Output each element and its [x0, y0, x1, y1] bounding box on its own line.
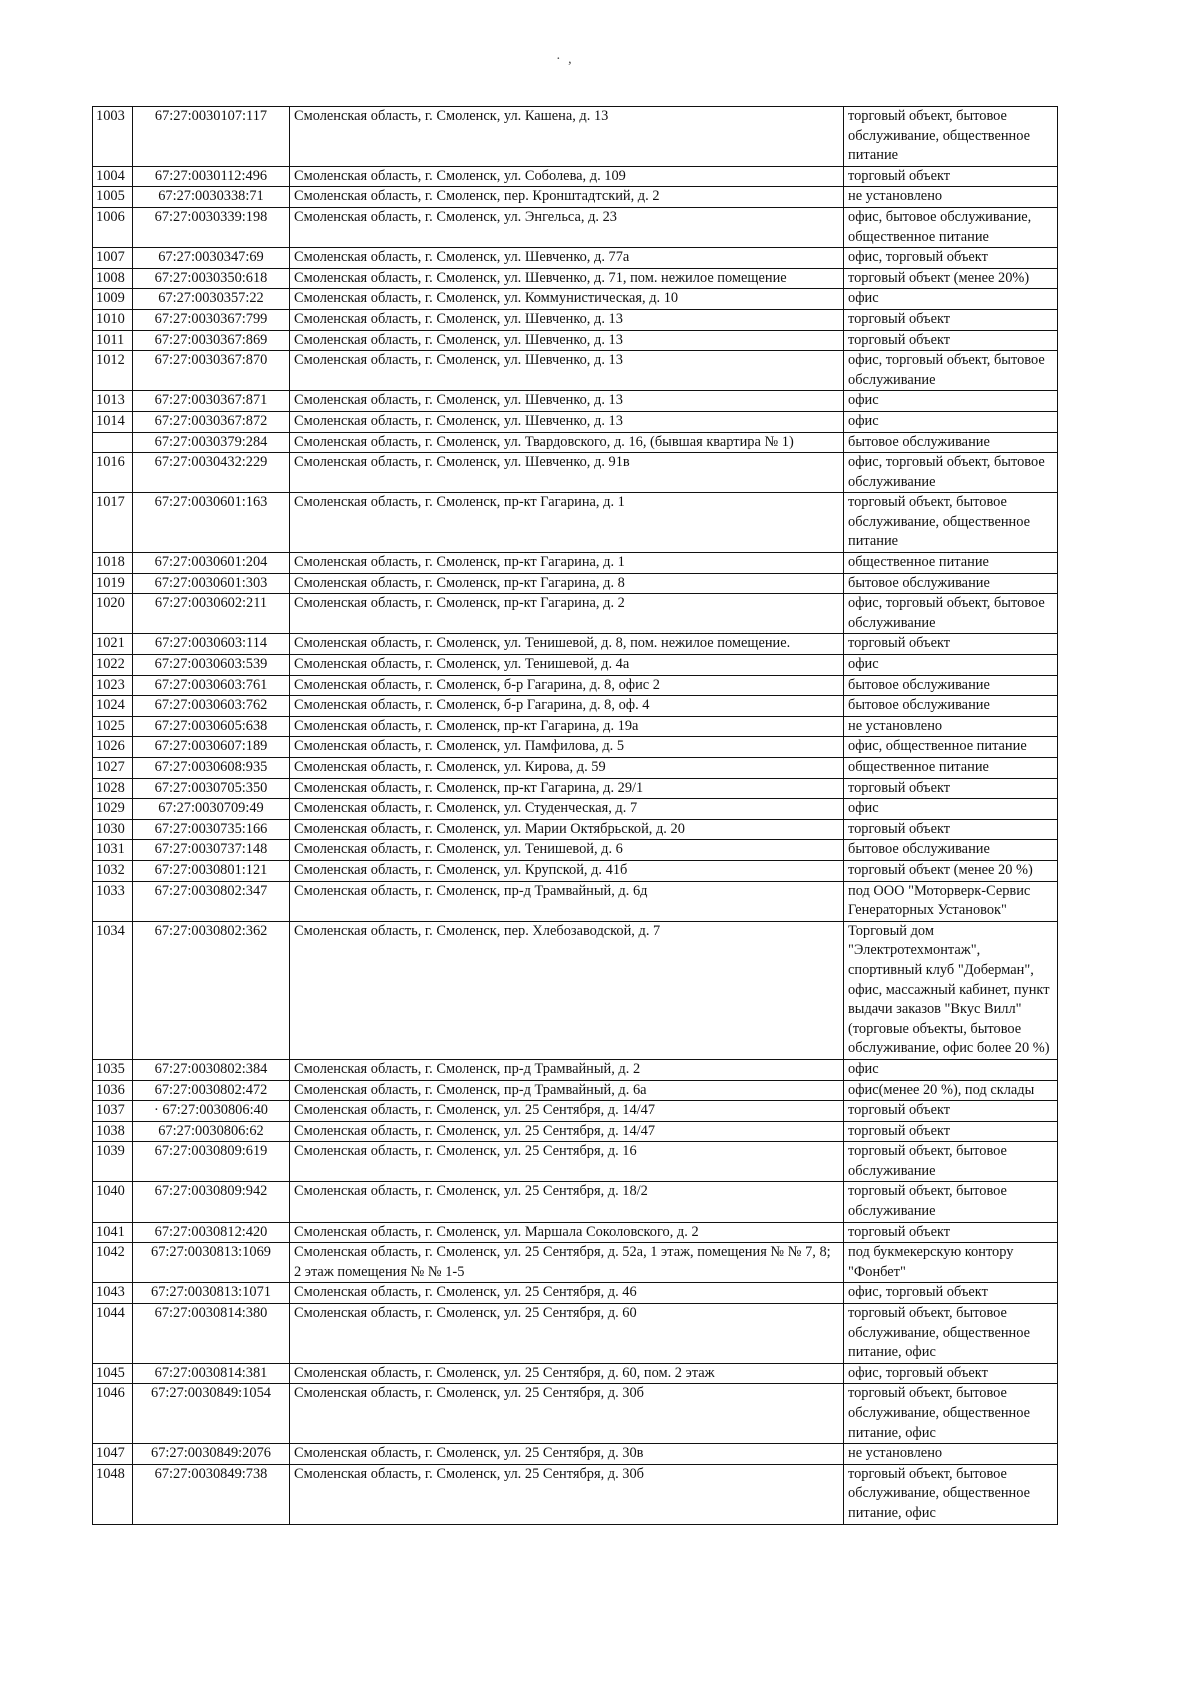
table-row — [93, 655, 1058, 676]
table-row — [93, 799, 1058, 820]
usage-type: торговый объект, бытовое обслуживание — [844, 1182, 1058, 1222]
table-row — [93, 675, 1058, 696]
table-row — [93, 921, 1058, 1059]
row-number: 1035 — [93, 1059, 133, 1080]
usage-type: офис — [844, 411, 1058, 432]
row-number: 1007 — [93, 248, 133, 269]
cadastral-number: 67:27:0030367:869 — [133, 330, 290, 351]
usage-type: офис — [844, 799, 1058, 820]
table-row — [93, 819, 1058, 840]
table-row — [93, 737, 1058, 758]
address: Смоленская область, г. Смоленск, пр-кт Гагарина, д. 19а — [290, 716, 844, 737]
address: Смоленская область, г. Смоленск, пр-д Трамвайный, д. 2 — [290, 1059, 844, 1080]
usage-type: бытовое обслуживание — [844, 675, 1058, 696]
address: Смоленская область, г. Смоленск, ул. 25 Сентября, д. 14/47 — [290, 1101, 844, 1122]
address: Смоленская область, г. Смоленск, ул. Шевченко, д. 13 — [290, 391, 844, 412]
row-number: 1046 — [93, 1384, 133, 1444]
address: Смоленская область, г. Смоленск, ул. Шевченко, д. 13 — [290, 309, 844, 330]
row-number: 1044 — [93, 1304, 133, 1364]
address: Смоленская область, г. Смоленск, б-р Гагарина, д. 8, офис 2 — [290, 675, 844, 696]
address: Смоленская область, г. Смоленск, ул. Кашена, д. 13 — [290, 107, 844, 167]
row-number: 1020 — [93, 594, 133, 634]
address: Смоленская область, г. Смоленск, ул. 25 Сентября, д. 30б — [290, 1384, 844, 1444]
row-number: 1041 — [93, 1222, 133, 1243]
cadastral-number: 67:27:0030813:1069 — [133, 1243, 290, 1283]
table-row — [93, 289, 1058, 310]
row-number: 1031 — [93, 840, 133, 861]
row-number: 1036 — [93, 1080, 133, 1101]
usage-type: торговый объект, бытовое обслуживание, общественное питание — [844, 107, 1058, 167]
cadastral-number: 67:27:0030809:942 — [133, 1182, 290, 1222]
usage-type: офис, торговый объект, бытовое обслуживание — [844, 594, 1058, 634]
address: Смоленская область, г. Смоленск, пр-кт Гагарина, д. 2 — [290, 594, 844, 634]
usage-type: не установлено — [844, 187, 1058, 208]
row-number: 1029 — [93, 799, 133, 820]
cadastral-number: 67:27:0030802:347 — [133, 881, 290, 921]
row-number: 1024 — [93, 696, 133, 717]
usage-type: офис(менее 20 %), под склады — [844, 1080, 1058, 1101]
cadastral-number: 67:27:0030367:872 — [133, 411, 290, 432]
row-number: 1009 — [93, 289, 133, 310]
row-number: 1048 — [93, 1464, 133, 1524]
usage-type: общественное питание — [844, 553, 1058, 574]
cadastral-number: 67:27:0030802:362 — [133, 921, 290, 1059]
table-row — [93, 1384, 1058, 1444]
usage-type: бытовое обслуживание — [844, 432, 1058, 453]
table-row — [93, 634, 1058, 655]
cadastral-number: 67:27:0030339:198 — [133, 207, 290, 247]
address: Смоленская область, г. Смоленск, пр-кт Гагарина, д. 1 — [290, 493, 844, 553]
cadastral-number: 67:27:0030802:472 — [133, 1080, 290, 1101]
address: Смоленская область, г. Смоленск, ул. Тенишевой, д. 8, пом. нежилое помещение. — [290, 634, 844, 655]
address: Смоленская область, г. Смоленск, ул. Шевченко, д. 13 — [290, 330, 844, 351]
row-number: 1014 — [93, 411, 133, 432]
cadastral-number: 67:27:0030603:114 — [133, 634, 290, 655]
address: Смоленская область, г. Смоленск, ул. Соболева, д. 109 — [290, 166, 844, 187]
cadastral-number: 67:27:0030806:62 — [133, 1121, 290, 1142]
table-row — [93, 696, 1058, 717]
cadastral-number: 67:27:0030849:738 — [133, 1464, 290, 1524]
row-number — [93, 432, 133, 453]
row-number: 1003 — [93, 107, 133, 167]
cadastral-number: 67:27:0030107:117 — [133, 107, 290, 167]
row-number: 1034 — [93, 921, 133, 1059]
address: Смоленская область, г. Смоленск, ул. 25 Сентября, д. 16 — [290, 1142, 844, 1182]
usage-type: торговый объект — [844, 1101, 1058, 1122]
row-number: 1012 — [93, 351, 133, 391]
row-number: 1006 — [93, 207, 133, 247]
usage-type: торговый объект — [844, 1121, 1058, 1142]
usage-type: офис — [844, 391, 1058, 412]
row-number: 1030 — [93, 819, 133, 840]
table-row — [93, 330, 1058, 351]
table-row — [93, 1304, 1058, 1364]
row-number: 1032 — [93, 860, 133, 881]
row-number: 1042 — [93, 1243, 133, 1283]
usage-type: торговый объект — [844, 330, 1058, 351]
cadastral-number: 67:27:0030601:163 — [133, 493, 290, 553]
usage-type: общественное питание — [844, 758, 1058, 779]
usage-type: бытовое обслуживание — [844, 696, 1058, 717]
cadastral-number: 67:27:0030735:166 — [133, 819, 290, 840]
address: Смоленская область, г. Смоленск, ул. Крупской, д. 41б — [290, 860, 844, 881]
address: Смоленская область, г. Смоленск, ул. Марии Октябрьской, д. 20 — [290, 819, 844, 840]
cadastral-number: 67:27:0030809:619 — [133, 1142, 290, 1182]
table-row — [93, 309, 1058, 330]
row-number: 1026 — [93, 737, 133, 758]
table-body — [93, 107, 1058, 1525]
address: Смоленская область, г. Смоленск, ул. Студенческая, д. 7 — [290, 799, 844, 820]
usage-type: офис, торговый объект, бытовое обслуживание — [844, 453, 1058, 493]
cadastral-number: · 67:27:0030806:40 — [133, 1101, 290, 1122]
cadastral-number: 67:27:0030602:211 — [133, 594, 290, 634]
usage-type: торговый объект (менее 20 %) — [844, 860, 1058, 881]
row-number: 1025 — [93, 716, 133, 737]
usage-type: торговый объект, бытовое обслуживание, общественное питание, офис — [844, 1304, 1058, 1364]
row-number: 1016 — [93, 453, 133, 493]
address: Смоленская область, г. Смоленск, б-р Гагарина, д. 8, оф. 4 — [290, 696, 844, 717]
row-number: 1017 — [93, 493, 133, 553]
usage-type: офис — [844, 289, 1058, 310]
table-row — [93, 432, 1058, 453]
row-number: 1011 — [93, 330, 133, 351]
table-row — [93, 493, 1058, 553]
row-number: 1033 — [93, 881, 133, 921]
row-number: 1004 — [93, 166, 133, 187]
row-number: 1038 — [93, 1121, 133, 1142]
usage-type: офис, общественное питание — [844, 737, 1058, 758]
cadastral-number: 67:27:0030705:350 — [133, 778, 290, 799]
address: Смоленская область, г. Смоленск, пр-кт Гагарина, д. 1 — [290, 553, 844, 574]
cadastral-number: 67:27:0030350:618 — [133, 268, 290, 289]
cadastral-number: 67:27:0030112:496 — [133, 166, 290, 187]
table-row — [93, 1080, 1058, 1101]
usage-type: торговый объект — [844, 634, 1058, 655]
address: Смоленская область, г. Смоленск, ул. 25 Сентября, д. 52а, 1 этаж, помещения № № 7, 8; 2 этаж помещения № № 1-5 — [290, 1243, 844, 1283]
cadastral-number: 67:27:0030367:799 — [133, 309, 290, 330]
usage-type: офис, торговый объект — [844, 1363, 1058, 1384]
address: Смоленская область, г. Смоленск, ул. Шевченко, д. 13 — [290, 351, 844, 391]
page-mark: · , — [556, 52, 574, 67]
row-number: 1028 — [93, 778, 133, 799]
usage-type: торговый объект — [844, 819, 1058, 840]
row-number: 1018 — [93, 553, 133, 574]
row-number: 1040 — [93, 1182, 133, 1222]
cadastral-number: 67:27:0030802:384 — [133, 1059, 290, 1080]
cadastral-number: 67:27:0030338:71 — [133, 187, 290, 208]
usage-type: не установлено — [844, 1444, 1058, 1465]
address: Смоленская область, г. Смоленск, пр-д Трамвайный, д. 6а — [290, 1080, 844, 1101]
table-row — [93, 453, 1058, 493]
cadastral-number: 67:27:0030367:870 — [133, 351, 290, 391]
address: Смоленская область, г. Смоленск, ул. 25 Сентября, д. 60 — [290, 1304, 844, 1364]
cadastral-number: 67:27:0030603:762 — [133, 696, 290, 717]
cadastral-number: 67:27:0030347:69 — [133, 248, 290, 269]
row-number: 1045 — [93, 1363, 133, 1384]
table-row — [93, 716, 1058, 737]
usage-type: торговый объект (менее 20%) — [844, 268, 1058, 289]
cadastral-number: 67:27:0030709:49 — [133, 799, 290, 820]
table-row — [93, 1101, 1058, 1122]
address: Смоленская область, г. Смоленск, ул. Памфилова, д. 5 — [290, 737, 844, 758]
table-row — [93, 1059, 1058, 1080]
row-number: 1022 — [93, 655, 133, 676]
row-number: 1013 — [93, 391, 133, 412]
usage-type: торговый объект, бытовое обслуживание, общественное питание, офис — [844, 1464, 1058, 1524]
table-row — [93, 860, 1058, 881]
table-row — [93, 1121, 1058, 1142]
row-number: 1047 — [93, 1444, 133, 1465]
table-row — [93, 1182, 1058, 1222]
table-row — [93, 1243, 1058, 1283]
table-row — [93, 166, 1058, 187]
address: Смоленская область, г. Смоленск, пер. Хлебозаводской, д. 7 — [290, 921, 844, 1059]
cadastral-number: 67:27:0030814:381 — [133, 1363, 290, 1384]
cadastral-number: 67:27:0030849:2076 — [133, 1444, 290, 1465]
usage-type: торговый объект — [844, 1222, 1058, 1243]
usage-type: под букмекерскую контору "Фонбет" — [844, 1243, 1058, 1283]
address: Смоленская область, г. Смоленск, пр-д Трамвайный, д. 6д — [290, 881, 844, 921]
address: Смоленская область, г. Смоленск, ул. Шевченко, д. 91в — [290, 453, 844, 493]
address: Смоленская область, г. Смоленск, ул. Тенишевой, д. 4а — [290, 655, 844, 676]
table-row — [93, 594, 1058, 634]
table-row — [93, 1142, 1058, 1182]
row-number: 1023 — [93, 675, 133, 696]
table-row — [93, 411, 1058, 432]
usage-type: офис, торговый объект — [844, 1283, 1058, 1304]
address: Смоленская область, г. Смоленск, ул. 25 Сентября, д. 60, пом. 2 этаж — [290, 1363, 844, 1384]
cadastral-number: 67:27:0030814:380 — [133, 1304, 290, 1364]
property-table — [92, 106, 1058, 1525]
table-row — [93, 1444, 1058, 1465]
address: Смоленская область, г. Смоленск, ул. Шевченко, д. 71, пом. нежилое помещение — [290, 268, 844, 289]
usage-type: офис — [844, 655, 1058, 676]
table-row — [93, 268, 1058, 289]
usage-type: торговый объект, бытовое обслуживание, общественное питание — [844, 493, 1058, 553]
address: Смоленская область, г. Смоленск, ул. 25 Сентября, д. 18/2 — [290, 1182, 844, 1222]
cadastral-number: 67:27:0030432:229 — [133, 453, 290, 493]
usage-type: торговый объект — [844, 778, 1058, 799]
usage-type: торговый объект, бытовое обслуживание — [844, 1142, 1058, 1182]
cadastral-number: 67:27:0030379:284 — [133, 432, 290, 453]
row-number: 1005 — [93, 187, 133, 208]
cadastral-number: 67:27:0030603:761 — [133, 675, 290, 696]
row-number: 1008 — [93, 268, 133, 289]
address: Смоленская область, г. Смоленск, ул. Тенишевой, д. 6 — [290, 840, 844, 861]
usage-type: офис, торговый объект, бытовое обслуживание — [844, 351, 1058, 391]
row-number: 1043 — [93, 1283, 133, 1304]
address: Смоленская область, г. Смоленск, пр-кт Гагарина, д. 8 — [290, 573, 844, 594]
usage-type: бытовое обслуживание — [844, 573, 1058, 594]
row-number: 1019 — [93, 573, 133, 594]
table-row — [93, 351, 1058, 391]
usage-type: торговый объект — [844, 309, 1058, 330]
address: Смоленская область, г. Смоленск, пер. Кронштадтский, д. 2 — [290, 187, 844, 208]
table-row — [93, 391, 1058, 412]
usage-type: Торговый дом "Электротехмонтаж", спортивный клуб "Доберман", офис, массажный кабинет, пункт выдачи заказов "Вкус Вилл" (торговые объекты, бытовое обслуживание, офис более 20 %) — [844, 921, 1058, 1059]
usage-type: не установлено — [844, 716, 1058, 737]
row-number: 1010 — [93, 309, 133, 330]
cadastral-number: 67:27:0030607:189 — [133, 737, 290, 758]
address: Смоленская область, г. Смоленск, ул. Шевченко, д. 13 — [290, 411, 844, 432]
address: Смоленская область, г. Смоленск, ул. 25 Сентября, д. 46 — [290, 1283, 844, 1304]
address: Смоленская область, г. Смоленск, ул. Энгельса, д. 23 — [290, 207, 844, 247]
cadastral-number: 67:27:0030601:303 — [133, 573, 290, 594]
address: Смоленская область, г. Смоленск, ул. Коммунистическая, д. 10 — [290, 289, 844, 310]
usage-type: офис, торговый объект — [844, 248, 1058, 269]
cadastral-number: 67:27:0030603:539 — [133, 655, 290, 676]
address: Смоленская область, г. Смоленск, пр-кт Гагарина, д. 29/1 — [290, 778, 844, 799]
usage-type: торговый объект — [844, 166, 1058, 187]
table-row — [93, 207, 1058, 247]
table-row — [93, 1283, 1058, 1304]
table-row — [93, 758, 1058, 779]
cadastral-number: 67:27:0030357:22 — [133, 289, 290, 310]
address: Смоленская область, г. Смоленск, ул. 25 Сентября, д. 14/47 — [290, 1121, 844, 1142]
row-number: 1021 — [93, 634, 133, 655]
address: Смоленская область, г. Смоленск, ул. Маршала Соколовского, д. 2 — [290, 1222, 844, 1243]
cadastral-number: 67:27:0030601:204 — [133, 553, 290, 574]
row-number: 1027 — [93, 758, 133, 779]
cadastral-number: 67:27:0030849:1054 — [133, 1384, 290, 1444]
table-row — [93, 1363, 1058, 1384]
cadastral-number: 67:27:0030737:148 — [133, 840, 290, 861]
usage-type: торговый объект, бытовое обслуживание, общественное питание, офис — [844, 1384, 1058, 1444]
usage-type: бытовое обслуживание — [844, 840, 1058, 861]
usage-type: офис, бытовое обслуживание, общественное питание — [844, 207, 1058, 247]
table-row — [93, 840, 1058, 861]
row-number: 1037 — [93, 1101, 133, 1122]
cadastral-number: 67:27:0030605:638 — [133, 716, 290, 737]
table-row — [93, 881, 1058, 921]
table-row — [93, 248, 1058, 269]
address: Смоленская область, г. Смоленск, ул. 25 Сентября, д. 30в — [290, 1444, 844, 1465]
usage-type: под ООО "Моторверк-Сервис Генераторных Установок" — [844, 881, 1058, 921]
table-row — [93, 778, 1058, 799]
table-row — [93, 1222, 1058, 1243]
table-row — [93, 107, 1058, 167]
address: Смоленская область, г. Смоленск, ул. 25 Сентября, д. 30б — [290, 1464, 844, 1524]
row-number: 1039 — [93, 1142, 133, 1182]
cadastral-number: 67:27:0030367:871 — [133, 391, 290, 412]
address: Смоленская область, г. Смоленск, ул. Кирова, д. 59 — [290, 758, 844, 779]
table-row — [93, 1464, 1058, 1524]
table-row — [93, 187, 1058, 208]
usage-type: офис — [844, 1059, 1058, 1080]
cadastral-number: 67:27:0030812:420 — [133, 1222, 290, 1243]
table-row — [93, 573, 1058, 594]
address: Смоленская область, г. Смоленск, ул. Шевченко, д. 77а — [290, 248, 844, 269]
cadastral-number: 67:27:0030801:121 — [133, 860, 290, 881]
address: Смоленская область, г. Смоленск, ул. Твардовского, д. 16, (бывшая квартира № 1) — [290, 432, 844, 453]
table-row — [93, 553, 1058, 574]
cadastral-number: 67:27:0030813:1071 — [133, 1283, 290, 1304]
cadastral-number: 67:27:0030608:935 — [133, 758, 290, 779]
